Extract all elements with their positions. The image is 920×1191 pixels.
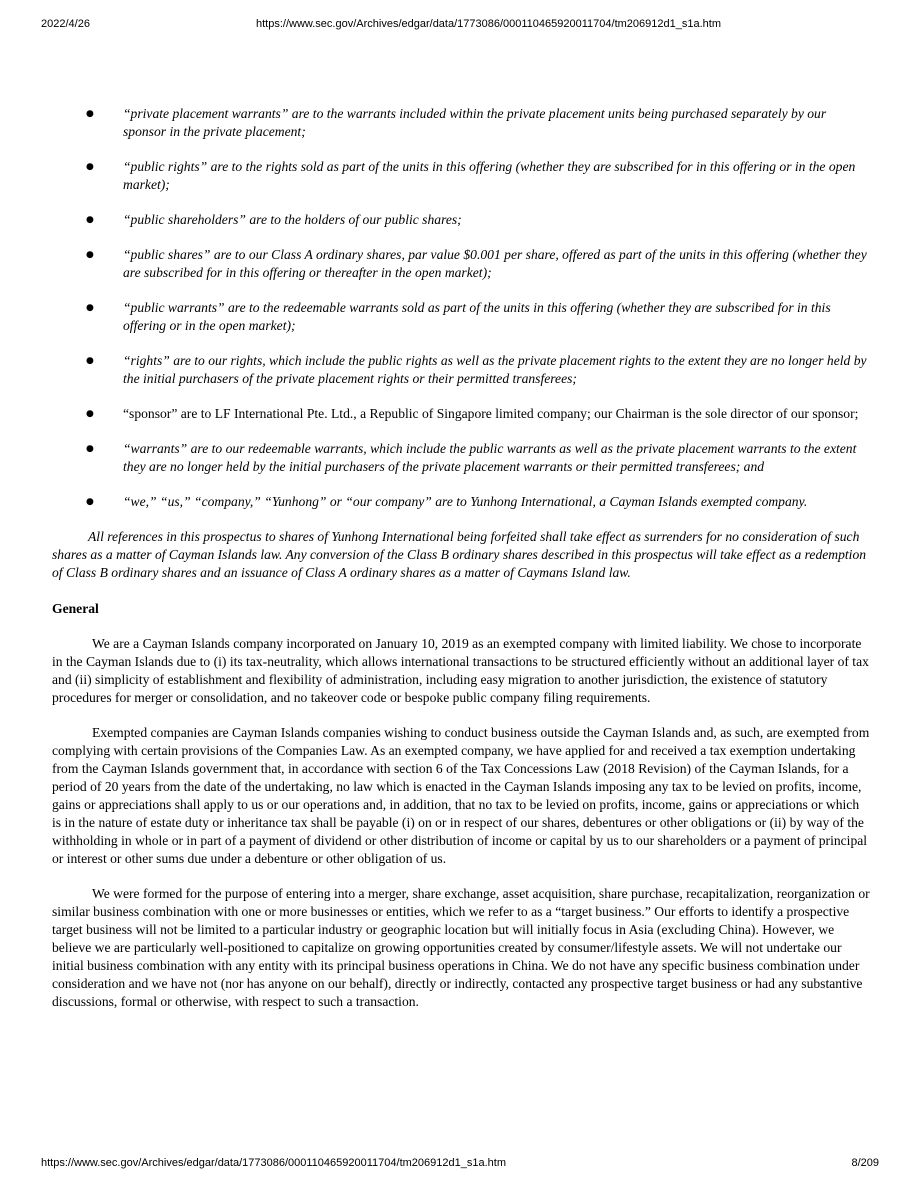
list-item bbox=[52, 105, 870, 141]
bullet-icon: ● bbox=[86, 109, 94, 119]
list-item bbox=[52, 352, 870, 388]
print-header-url: https://www.sec.gov/Archives/edgar/data/1773086/000110465920011704/tm206912d1_s1a.htm bbox=[256, 18, 721, 30]
definition-text: “public shares” are to our Class A ordinary shares, par value $0.001 per share, offered as part of the units in this offering (whether they are subscribed for in this offering or thereafter in the open market); bbox=[123, 247, 867, 280]
section-heading: General bbox=[52, 601, 99, 616]
bullet-icon: ● bbox=[86, 356, 94, 366]
paragraph: Exempted companies are Cayman Islands companies wishing to conduct business outside the Cayman Islands and, as such, are exempted from complying with certain provisions of the Companies Law. As an exempted company, we have applied for and received a tax exemption undertaking from the Cayman Islands government that, in accordance with section 6 of the Tax Concessions Law (2018 Revision) of the Cayman Islands, for a period of 20 years from the date of the undertaking, no law which is enacted in the Cayman Islands imposing any tax to be levied on profits, income, gains or appreciations shall apply to us or our operations and, in addition, that no tax to be levied on profits, income, gains or appreciations or which is in the nature of estate duty or inheritance tax shall be payable (i) on or in respect of our shares, debentures or other obligations or (ii) by way of the withholding in whole or in part of a payment of dividend or other distribution of income or capital by us to our shareholders or a payment of principal or interest or other sums due under a debenture or other obligation of us. bbox=[52, 725, 870, 866]
bullet-icon: ● bbox=[86, 497, 94, 507]
bullet-icon: ● bbox=[86, 444, 94, 454]
list-item bbox=[52, 158, 870, 194]
definition-text: “rights” are to our rights, which include the public rights as well as the private placement rights to the extent they are no longer held by the initial purchasers of the private placement rights or their permitted transferees; bbox=[123, 353, 867, 386]
bullet-icon: ● bbox=[86, 409, 94, 419]
list-item bbox=[52, 440, 870, 476]
print-footer-url: https://www.sec.gov/Archives/edgar/data/1773086/000110465920011704/tm206912d1_s1a.htm bbox=[41, 1157, 506, 1169]
list-item bbox=[52, 246, 870, 282]
definition-text: “warrants” are to our redeemable warrants, which include the public warrants as well as the private placement warrants to the extent they are no longer held by the initial purchasers of the private placement warrants or their permitted transferees; and bbox=[123, 441, 857, 474]
page-number: 8/209 bbox=[851, 1157, 879, 1169]
list-item bbox=[52, 211, 870, 229]
definition-text: “public warrants” are to the redeemable warrants sold as part of the units in this offering (whether they are subscribed for in this offering or in the open market); bbox=[123, 300, 831, 333]
paragraph: We were formed for the purpose of entering into a merger, share exchange, asset acquisition, share purchase, recapitalization, reorganization or similar business combination with one or more businesses or entities, which we refer to as a “target business.” Our efforts to identify a prospective target business will not be limited to a particular industry or geographic location but will initially focus in Asia (excluding China). However, we believe we are particularly well-positioned to capitalize on growing opportunities created by consumer/lifestyle assets. We will not undertake our initial business combination with any entity with its principal business operations in China. We do not have any specific business combination under consideration and we have not (nor has anyone on our behalf), directly or indirectly, contacted any prospective target business or had any substantive discussions, formal or otherwise, with respect to such a transaction. bbox=[52, 886, 870, 1009]
print-date: 2022/4/26 bbox=[41, 18, 90, 30]
bullet-icon: ● bbox=[86, 215, 94, 225]
bullet-icon: ● bbox=[86, 303, 94, 313]
definition-text: “we,” “us,” “company,” “Yunhong” or “our company” are to Yunhong International, a Cayman Islands exempted company. bbox=[123, 494, 808, 509]
references-note: All references in this prospectus to shares of Yunhong International being forfeited shall take effect as surrenders for no consideration of such shares as a matter of Cayman Islands law. Any conversion of the Class B ordinary shares described in this prospectus will take effect as a redemption of Class B ordinary shares and an issuance of Class A ordinary shares as a matter of Caymans Island law. bbox=[52, 529, 867, 580]
document-body bbox=[52, 105, 870, 1028]
list-item bbox=[52, 405, 870, 423]
bullet-icon: ● bbox=[86, 250, 94, 260]
definition-text: “public shareholders” are to the holders of our public shares; bbox=[123, 212, 462, 227]
list-item bbox=[52, 299, 870, 335]
definition-text: “private placement warrants” are to the warrants included within the private placement units being purchased separately by our sponsor in the private placement; bbox=[123, 106, 827, 139]
definition-text: “sponsor” are to LF International Pte. Ltd., a Republic of Singapore limited company; our Chairman is the sole director of our sponsor; bbox=[123, 406, 859, 421]
bullet-icon: ● bbox=[86, 162, 94, 172]
definitions-list bbox=[52, 105, 870, 511]
definition-text: “public rights” are to the rights sold as part of the units in this offering (whether they are subscribed for in this offering or in the open market); bbox=[123, 159, 856, 192]
paragraph: We are a Cayman Islands company incorporated on January 10, 2019 as an exempted company with limited liability. We chose to incorporate in the Cayman Islands due to (i) its tax-neutrality, which allows international transactions to be structured efficiently without an additional layer of tax and (ii) simplicity of establishment and flexibility of administration, including easy migration to another jurisdiction, the existence of statutory procedures for merger or consolidation, and no takeover code or bespoke public company filing requirements. bbox=[52, 636, 869, 705]
list-item bbox=[52, 493, 870, 511]
